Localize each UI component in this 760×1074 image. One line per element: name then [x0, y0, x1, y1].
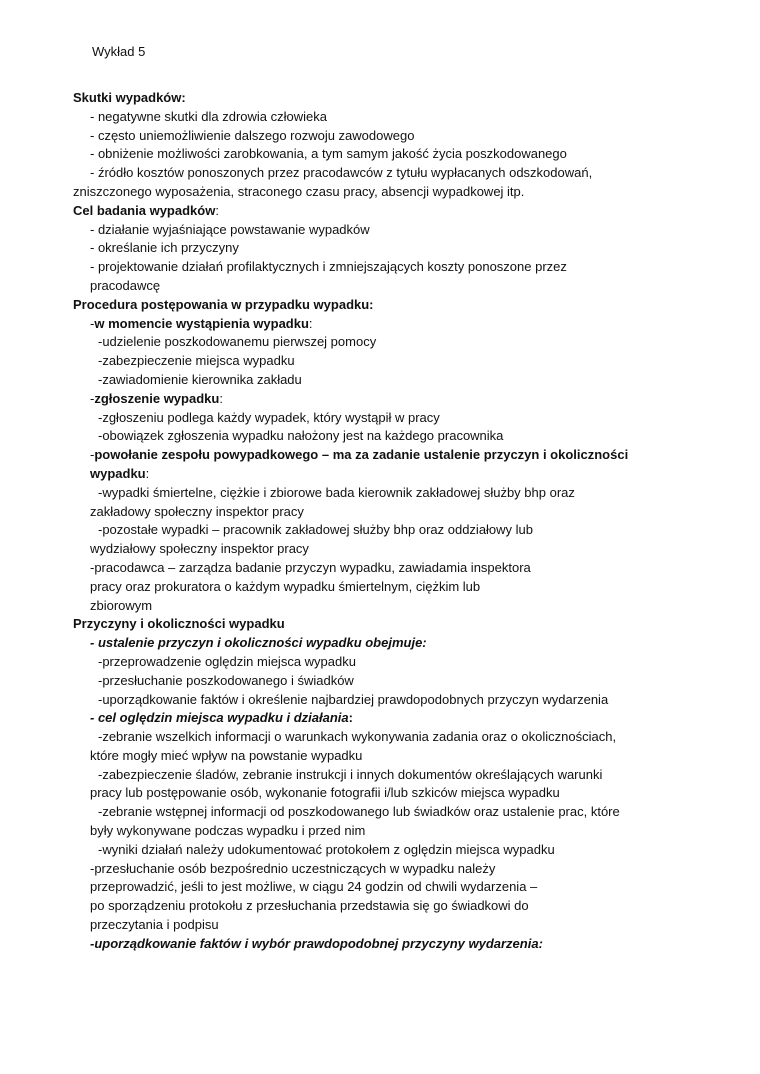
text-segment: wydziałowy społeczny inspektor pracy — [90, 541, 309, 557]
text-line — [73, 484, 713, 503]
text-segment: pracy oraz prokuratora o każdym wypadku śmiertelnym, ciężkim lub — [90, 578, 481, 594]
text-line — [73, 841, 713, 860]
text-line — [73, 446, 713, 465]
text-segment: -uporządkowanie faktów i wybór prawdopodobnej przyczyny wydarzenia: — [90, 935, 543, 951]
text-segment: -zgłoszeniu podlega każdy wypadek, który wystąpił w pracy — [98, 409, 440, 425]
text-line — [73, 89, 713, 108]
text-line — [73, 239, 713, 258]
text-segment: : — [308, 315, 313, 331]
text-line — [73, 634, 713, 653]
text-segment: : — [145, 465, 150, 481]
text-line — [73, 540, 713, 559]
text-segment: Przyczyny i okoliczności wypadku — [73, 616, 285, 632]
text-segment: - — [90, 447, 95, 463]
text-segment: - negatywne skutki dla zdrowia człowieka — [90, 108, 327, 124]
text-line — [73, 559, 713, 578]
text-segment: pracy lub postępowanie osób, wykonanie fotografii i/lub szkiców miejsca wypadku — [90, 785, 560, 801]
text-segment: - — [90, 315, 95, 331]
text-segment: -wyniki działań należy udokumentować protokołem z oględzin miejsca wypadku — [98, 841, 555, 857]
text-line — [73, 221, 713, 240]
text-line — [73, 653, 713, 672]
text-line — [73, 145, 713, 164]
text-line — [73, 691, 713, 710]
text-line — [73, 352, 713, 371]
text-line — [73, 916, 713, 935]
text-line — [73, 409, 713, 428]
text-segment: pracodawcę — [90, 277, 161, 293]
text-segment: - projektowanie działań profilaktycznych i zmniejszających koszty ponoszone przez — [90, 259, 567, 275]
text-segment: po sporządzeniu protokołu z przesłuchania przedstawia się go świadkowi do — [90, 898, 529, 914]
text-segment: - obniżenie możliwości zarobkowania, a tym samym jakość życia poszkodowanego — [90, 146, 567, 162]
text-segment: które mogły mieć wpływ na powstanie wypadku — [90, 747, 363, 763]
text-line — [73, 897, 713, 916]
text-line — [73, 728, 713, 747]
text-line — [73, 296, 713, 315]
text-segment: -zabezpieczenie miejsca wypadku — [98, 353, 295, 369]
text-line — [73, 672, 713, 691]
text-segment: - określanie ich przyczyny — [90, 240, 239, 256]
text-line — [73, 277, 713, 296]
text-segment: -zawiadomienie kierownika zakładu — [98, 371, 302, 387]
text-line — [73, 202, 713, 221]
text-segment: zniszczonego wyposażenia, straconego czasu pracy, absencji wypadkowej itp. — [73, 183, 525, 199]
text-segment: zgłoszenie wypadku — [94, 390, 220, 406]
text-segment: zakładowy społeczny inspektor pracy — [90, 503, 304, 519]
text-line — [73, 597, 713, 616]
text-segment: - ustalenie przyczyn i okoliczności wypadku obejmuje: — [90, 635, 427, 651]
text-segment: wypadku — [90, 465, 146, 481]
text-line — [73, 747, 713, 766]
text-segment: - — [90, 390, 95, 406]
text-segment: -zebranie wszelkich informacji o warunkach wykonywania zadania oraz o okolicznościach, — [98, 729, 617, 745]
text-segment: -pracodawca – zarządza badanie przyczyn wypadku, zawiadamia inspektora — [90, 559, 531, 575]
text-segment: powołanie zespołu powypadkowego – ma za zadanie ustalenie przyczyn i okoliczności — [94, 447, 629, 463]
text-segment: -przesłuchanie osób bezpośrednio uczestniczących w wypadku należy — [90, 860, 496, 876]
text-line — [73, 258, 713, 277]
text-segment: -obowiązek zgłoszenia wypadku nałożony jest na każdego pracownika — [98, 428, 504, 444]
text-segment: -zabezpieczenie śladów, zebranie instrukcji i innych dokumentów określających warunki — [98, 766, 603, 782]
text-segment: -przeprowadzenie oględzin miejsca wypadku — [98, 653, 356, 669]
text-segment: - cel oględzin miejsca wypadku i działania — [90, 710, 349, 726]
text-segment: Skutki wypadków: — [73, 90, 186, 105]
text-line — [73, 183, 713, 202]
text-line — [73, 371, 713, 390]
text-line — [73, 465, 713, 484]
text-segment: - często uniemożliwienie dalszego rozwoju zawodowego — [90, 127, 415, 143]
text-line — [73, 108, 713, 127]
text-line — [73, 935, 713, 954]
text-line — [73, 503, 713, 522]
text-line — [73, 578, 713, 597]
text-line — [73, 766, 713, 785]
document-body — [73, 89, 713, 954]
text-segment: : — [219, 390, 223, 406]
page-header: Wykład 5 — [92, 44, 146, 59]
text-segment: - działanie wyjaśniające powstawanie wypadków — [90, 221, 370, 237]
text-segment: -zebranie wstępnej informacji od poszkodowanego lub świadków oraz ustalenie prac, które — [98, 804, 620, 820]
text-segment: : — [215, 202, 219, 218]
text-segment: : — [348, 710, 353, 726]
text-segment: przeczytania i podpisu — [90, 917, 219, 933]
text-segment: przeprowadzić, jeśli to jest możliwe, w ciągu 24 godzin od chwili wydarzenia – — [90, 879, 538, 895]
text-line — [73, 427, 713, 446]
text-segment: Procedura postępowania w przypadku wypadku: — [73, 296, 374, 312]
text-segment: w momencie wystąpienia wypadku — [94, 315, 309, 331]
text-line — [73, 709, 713, 728]
text-line — [73, 860, 713, 879]
text-line — [73, 390, 713, 409]
text-line — [73, 878, 713, 897]
text-segment: -przesłuchanie poszkodowanego i świadków — [98, 672, 354, 688]
text-line — [73, 822, 713, 841]
text-segment: -pozostałe wypadki – pracownik zakładowej służby bhp oraz oddziałowy lub — [98, 522, 534, 538]
text-line — [73, 615, 713, 634]
text-line — [73, 127, 713, 146]
text-line — [73, 315, 713, 334]
text-segment: -uporządkowanie faktów i określenie najbardziej prawdopodobnych przyczyn wydarzenia — [98, 691, 609, 707]
text-segment: - źródło kosztów ponoszonych przez pracodawców z tytułu wypłacanych odszkodowań, — [90, 165, 593, 181]
text-line — [73, 803, 713, 822]
text-segment: zbiorowym — [90, 597, 153, 613]
text-segment: -wypadki śmiertelne, ciężkie i zbiorowe bada kierownik zakładowej służby bhp oraz — [98, 484, 575, 500]
text-line — [73, 164, 713, 183]
text-segment: -udzielenie poszkodowanemu pierwszej pomocy — [98, 334, 377, 350]
text-line — [73, 784, 713, 803]
text-segment: były wykonywane podczas wypadku i przed nim — [90, 823, 366, 839]
text-line — [73, 521, 713, 540]
text-segment: Cel badania wypadków — [73, 202, 216, 218]
text-line — [73, 333, 713, 352]
